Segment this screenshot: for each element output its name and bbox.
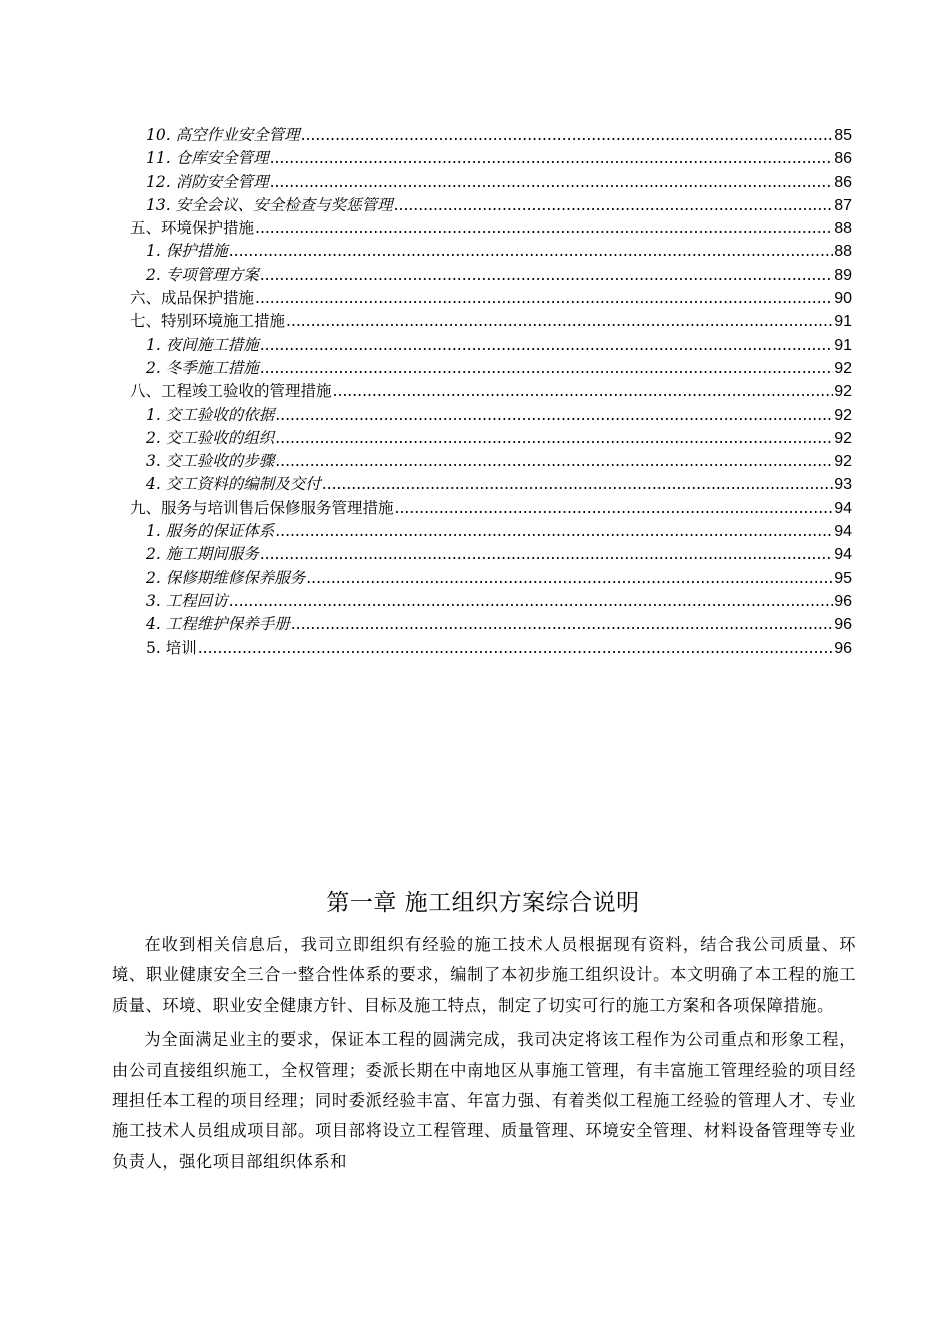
toc-entry-label: 2. 施工期间服务 [146,545,259,564]
toc-entry[interactable] [0,613,852,636]
toc-entry[interactable] [0,427,852,450]
toc-entry-label: 1. 保护措施 [146,242,228,261]
toc-entry[interactable] [0,194,852,217]
toc-entry-label: 13. 安全会议、安全检查与奖惩管理 [146,195,393,214]
toc-leader-dots [255,287,833,310]
toc-entry[interactable] [0,334,852,357]
toc-entry-label: 12. 消防安全管理 [146,172,269,191]
toc-entry[interactable] [0,473,852,496]
toc-entry-label: 五、环境保护措施 [130,219,255,238]
toc-entry-page: 92 [834,406,852,424]
toc-entry-page: 93 [834,476,852,494]
toc-entry-label: 2. 冬季施工措施 [146,358,259,377]
toc-entry[interactable] [0,264,852,287]
body-paragraph: 为全面满足业主的要求，保证本工程的圆满完成，我司决定将该工程作为公司重点和形象工程，由公司直接组织施工，全权管理；委派长期在中南地区从事施工管理，有丰富施工管理经验的项目经理担任本工程的项目经理；同时委派经验丰富、年富力强、有着类似工程施工经验的管理人才、专业施工技术人员组成项目部。项目部将设立工程管理、质量管理、环境安全管理、材料设备管理等专业负责人，强化项目部组织体系和 [112,1030,856,1171]
toc-entry-page: 94 [834,546,852,564]
toc-entry-page: 88 [834,220,852,238]
toc-leader-dots [333,380,834,403]
toc-entry-label: 2. 交工验收的组织 [146,428,275,447]
toc-entry[interactable] [0,217,852,240]
chapter-title: 第一章 施工组织方案综合说明 [326,890,640,916]
toc-leader-dots [275,450,833,473]
toc-entry-label: 4. 交工资料的编制及交付 [146,475,321,494]
toc-entry[interactable] [0,497,852,520]
toc-entry[interactable] [0,567,852,590]
toc-leader-dots [260,357,833,380]
toc-entry-page: 86 [834,150,852,168]
toc-entry[interactable] [0,147,852,170]
toc-entry-page: 88 [834,243,852,261]
toc-leader-dots [291,613,833,636]
toc-entry-page: 95 [834,569,852,587]
toc-entry[interactable] [0,543,852,566]
toc-entry-label: 八、工程竣工验收的管理措施 [130,382,332,401]
body-paragraph: 在收到相关信息后，我司立即组织有经验的施工技术人员根据现有资料，结合我公司质量、环境、职业健康安全三合一整合性体系的要求，编制了本初步施工组织设计。本文明确了本工程的施工质量、环境、职业安全健康方针、目标及施工特点，制定了切实可行的施工方案和各项保障措施。 [112,935,856,1015]
toc-entry-label: 2. 专项管理方案 [146,265,259,284]
toc-entry[interactable] [0,450,852,473]
toc-entry-label: 5. 培训 [146,638,197,657]
toc-leader-dots [275,520,833,543]
toc-entry-page: 91 [834,313,852,331]
toc-leader-dots [286,310,833,333]
toc-entry-page: 87 [834,196,852,214]
toc-leader-dots [260,264,833,287]
toc-entry[interactable] [0,240,852,263]
table-of-contents [0,124,950,660]
toc-leader-dots [275,427,833,450]
toc-entry-label: 1. 夜间施工措施 [146,335,259,354]
chapter-body [112,930,856,1177]
toc-entry-label: 3. 工程回访 [146,591,228,610]
toc-leader-dots [198,637,833,660]
toc-entry-label: 1. 交工验收的依据 [146,405,275,424]
toc-leader-dots [255,217,833,240]
toc-leader-dots [229,590,833,613]
toc-entry-page: 92 [834,383,852,401]
toc-leader-dots [322,473,833,496]
toc-entry-page: 89 [834,266,852,284]
toc-entry-page: 94 [834,523,852,541]
toc-entry[interactable] [0,171,852,194]
toc-entry-page: 92 [834,453,852,471]
toc-entry-label: 11. 仓库安全管理 [146,149,269,168]
toc-entry-page: 96 [834,616,852,634]
toc-leader-dots [301,124,834,147]
toc-leader-dots [275,404,833,427]
toc-entry[interactable] [0,520,852,543]
toc-entry[interactable] [0,124,852,147]
toc-entry-label: 1. 服务的保证体系 [146,522,275,541]
toc-leader-dots [229,240,833,263]
toc-leader-dots [394,194,834,217]
toc-entry-page: 92 [834,359,852,377]
toc-entry-page: 92 [834,429,852,447]
toc-entry-label: 10. 高空作业安全管理 [146,126,300,144]
toc-entry[interactable] [0,357,852,380]
toc-entry-page: 91 [834,336,852,354]
toc-entry-label: 4. 工程维护保养手册 [146,615,290,634]
toc-leader-dots [260,334,833,357]
toc-leader-dots [395,497,834,520]
toc-entry[interactable] [0,380,852,403]
toc-entry-page: 94 [834,499,852,517]
toc-entry-label: 六、成品保护措施 [130,289,255,308]
toc-leader-dots [260,543,833,566]
toc-entry[interactable] [0,637,852,660]
toc-entry-page: 85 [834,127,852,144]
toc-entry-page: 96 [834,639,852,657]
toc-entry-page: 90 [834,290,852,308]
toc-leader-dots [306,567,833,590]
toc-entry-page: 86 [834,173,852,191]
toc-entry[interactable] [0,310,852,333]
toc-entry-page: 96 [834,592,852,610]
toc-leader-dots [270,171,834,194]
toc-entry[interactable] [0,404,852,427]
toc-entry-label: 九、服务与培训售后保修服务管理措施 [130,498,394,517]
toc-entry-label: 3. 交工验收的步骤 [146,452,275,471]
toc-entry[interactable] [0,590,852,613]
toc-leader-dots [270,147,834,170]
toc-entry[interactable] [0,287,852,310]
toc-entry-label: 七、特别环境施工措施 [130,312,286,331]
toc-entry-label: 2. 保修期维修保养服务 [146,568,306,587]
